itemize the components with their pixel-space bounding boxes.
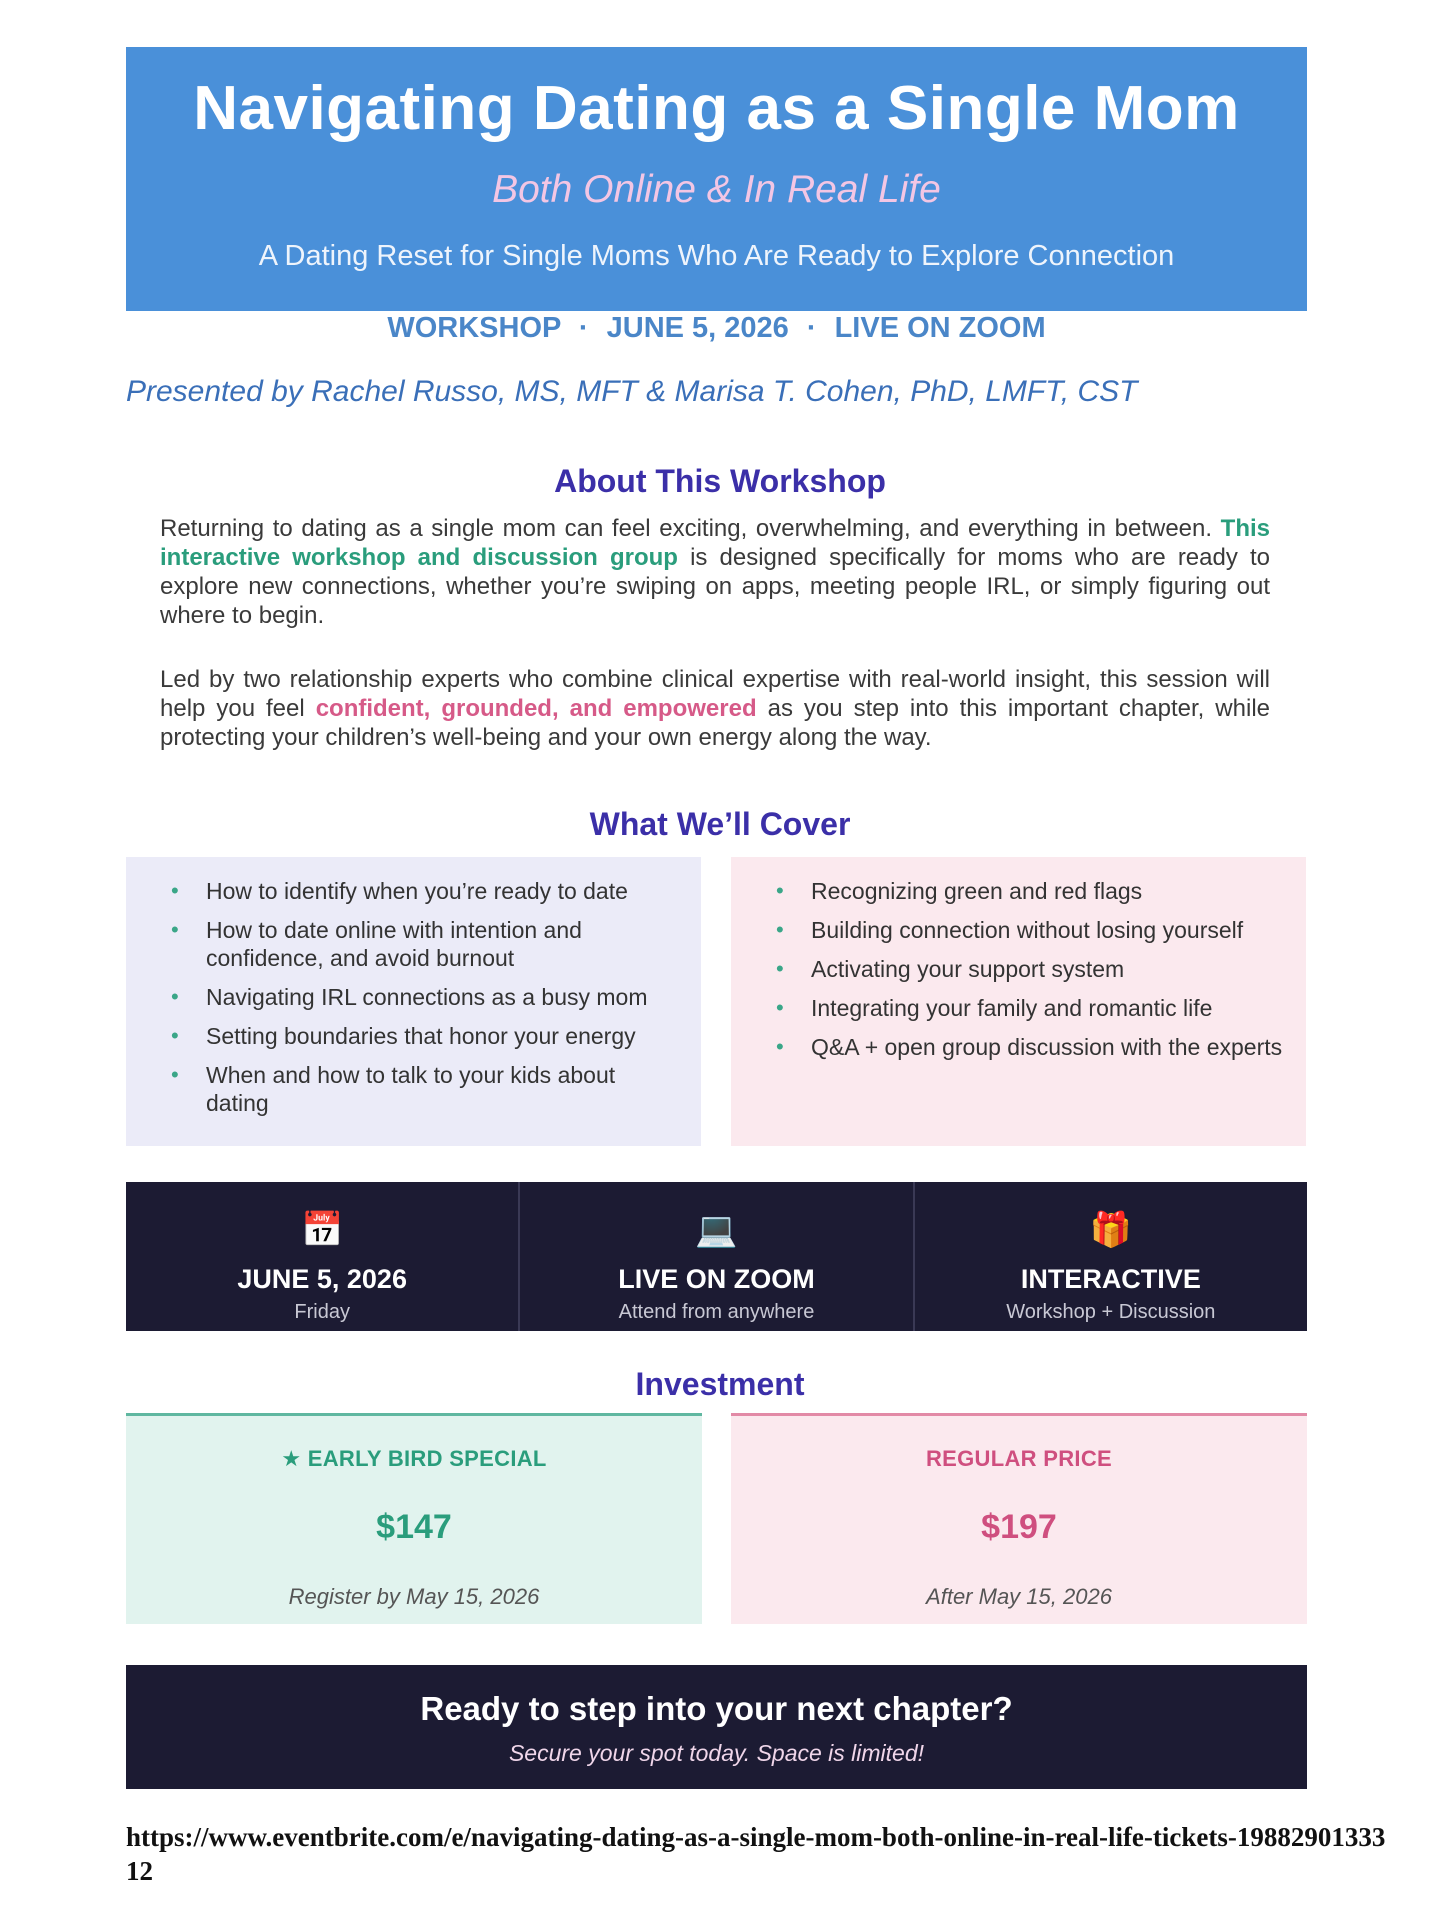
cover-list-right — [731, 857, 1306, 1146]
list-item-text: Navigating IRL connections as a busy mom — [206, 984, 648, 1010]
list-item-text: When and how to talk to your kids about dating — [206, 1062, 616, 1116]
laptop-icon: 💻 — [695, 1211, 738, 1249]
bullet-icon: • — [776, 956, 784, 981]
cover-heading: What We’ll Cover — [589, 806, 851, 842]
list-item — [171, 1022, 681, 1050]
about-p2-highlight: confident, grounded, and empowered — [315, 695, 757, 722]
list-item — [776, 955, 1286, 983]
bullet-icon: • — [776, 917, 784, 942]
event-url[interactable]: https://www.eventbrite.com/e/navigating-dating-as-a-single-mom-both-online-in-real-life-tickets-1988290133312 — [126, 1822, 1386, 1886]
call-to-action-banner — [126, 1665, 1307, 1789]
list-item — [171, 916, 681, 972]
bullet-icon: • — [171, 1062, 179, 1087]
list-item — [171, 877, 681, 905]
meta-date: JUNE 5, 2026 — [606, 312, 789, 344]
bullet-icon: • — [776, 995, 784, 1020]
about-p1-end: is designed specifically for moms who are ready to explore new connections, whether you’re swiping on apps, meeting people IRL, or simply figuring out where to begin. — [160, 544, 1270, 629]
meta-separator: · — [806, 312, 817, 344]
gift-icon: 🎁 — [1089, 1211, 1132, 1249]
list-item — [776, 1033, 1286, 1061]
hero-banner — [126, 47, 1307, 311]
cta-headline: Ready to step into your next chapter? — [420, 1690, 1013, 1727]
bullet-icon: • — [776, 1034, 784, 1059]
event-info-bar — [126, 1182, 1307, 1331]
regular-price-note: After May 15, 2026 — [926, 1584, 1112, 1609]
list-item-text: How to identify when you’re ready to date — [206, 878, 628, 904]
cover-list-left — [126, 857, 701, 1146]
list-item — [776, 916, 1286, 944]
presenters: Presented by Rachel Russo, MS, MFT & Marisa T. Cohen, PhD, LMFT, CST — [126, 375, 1138, 408]
early-bird-label-text: EARLY BIRD SPECIAL — [307, 1446, 547, 1471]
info-format-note: Workshop + Discussion — [1006, 1301, 1216, 1323]
early-bird-price: $147 — [376, 1508, 452, 1546]
bullet-icon: • — [171, 1023, 179, 1048]
list-item-text: Integrating your family and romantic life — [811, 995, 1213, 1021]
bullet-icon: • — [776, 878, 784, 903]
investment-heading: Investment — [635, 1366, 805, 1402]
bullet-icon: • — [171, 917, 179, 942]
meta-type: WORKSHOP — [387, 312, 561, 344]
list-item-text: Activating your support system — [811, 956, 1125, 982]
list-item — [171, 983, 681, 1011]
bullet-icon: • — [171, 878, 179, 903]
about-p2-start: Led by two relationship experts who combine clinical expertise with real-world insight, this session will help you feel — [160, 666, 1270, 722]
calendar-icon: 📅 — [300, 1211, 344, 1249]
list-item-text: Building connection without losing yourself — [811, 917, 1244, 943]
about-text — [160, 514, 1270, 752]
about-p1-highlight: This interactive workshop and discussion group — [160, 515, 1270, 571]
regular-price-label: REGULAR PRICE — [925, 1446, 1113, 1471]
page-title: Navigating Dating as a Single Mom — [193, 74, 1240, 143]
list-item — [776, 994, 1286, 1022]
cta-subline: Secure your spot today. Space is limited! — [508, 1740, 925, 1766]
info-date-value: JUNE 5, 2026 — [237, 1264, 407, 1294]
info-format — [913, 1182, 1307, 1331]
list-item-text: How to date online with intention and confidence, and avoid burnout — [206, 917, 582, 971]
about-p2-end: as you step into this important chapter, while protecting your children’s well-being and your own energy along the way. — [160, 695, 1270, 751]
page-tagline: A Dating Reset for Single Moms Who Are Ready to Explore Connection — [258, 240, 1175, 272]
info-location-value: LIVE ON ZOOM — [618, 1264, 815, 1294]
meta-location: LIVE ON ZOOM — [834, 312, 1046, 344]
list-item-text: Q&A + open group discussion with the experts — [811, 1034, 1283, 1060]
early-bird-deadline: Register by May 15, 2026 — [288, 1584, 540, 1609]
star-icon: ★ — [281, 1446, 302, 1471]
meta-separator: · — [578, 312, 589, 344]
event-meta-line — [126, 312, 1307, 345]
list-item — [171, 1061, 681, 1117]
regular-price-amount: $197 — [981, 1508, 1057, 1546]
list-item — [776, 877, 1286, 905]
list-item-text: Recognizing green and red flags — [811, 878, 1143, 904]
info-location-note: Attend from anywhere — [618, 1301, 815, 1323]
list-item-text: Setting boundaries that honor your energy — [206, 1023, 636, 1049]
page-subtitle: Both Online & In Real Life — [492, 168, 941, 211]
about-paragraph-2 — [160, 665, 1270, 752]
info-location — [518, 1182, 912, 1331]
info-date-day: Friday — [294, 1301, 350, 1323]
about-paragraph-1 — [160, 514, 1270, 630]
early-bird-card — [126, 1413, 702, 1624]
info-format-value: INTERACTIVE — [1020, 1264, 1201, 1294]
info-date — [126, 1182, 518, 1331]
about-heading: About This Workshop — [554, 463, 886, 499]
regular-price-card — [731, 1413, 1307, 1624]
about-p1-start: Returning to dating as a single mom can feel exciting, overwhelming, and everything in between. — [160, 515, 1221, 542]
bullet-icon: • — [171, 984, 179, 1009]
early-bird-label — [126, 1446, 702, 1472]
